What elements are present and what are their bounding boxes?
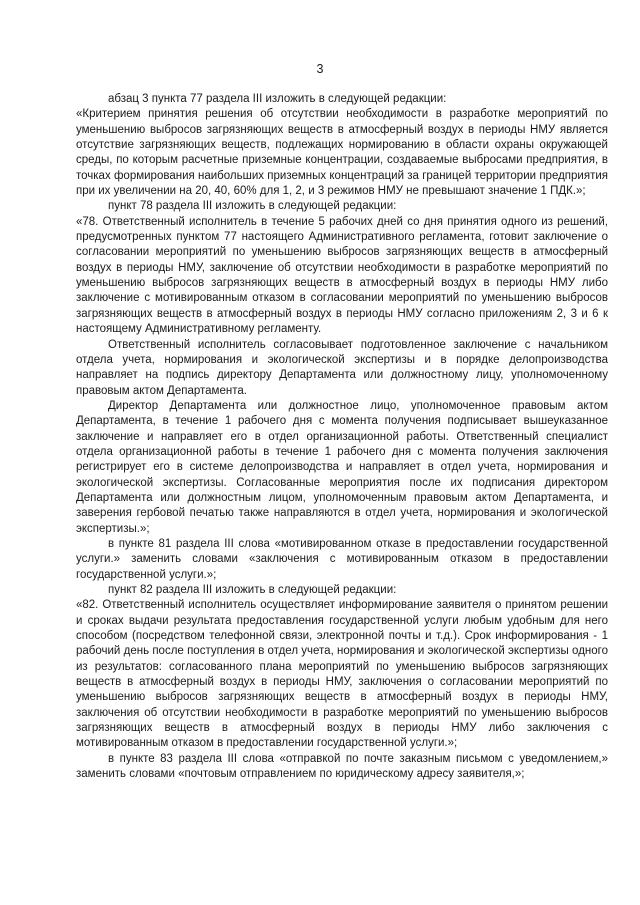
paragraph-9: «82. Ответственный исполнитель осуществляет информирование заявителя о принятом решении и сроках выдачи результата предоставления государственной услуги любым удобным для него способом (посредством телефонной связи, электронной почты и т.д.). Срок информирования - 1 рабочий день после поступления в отдел учета, нормирования и экологической экспертизы одного из результатов: согласованного плана мероприятий по уменьшению выбросов загрязняющих веществ в атмосферный воздух в периоды НМУ, заключения о согласовании мероприятий по уменьшению выбросов загрязняющих веществ в атмосферный воздух в периоды НМУ, заключения об отсутствии необходимости в разработке мероприятий по уменьшению выбросов загрязняющих веществ в атмосферный воздух в периоды НМУ либо заключения с мотивированным отказом в предоставлении государственной услуги.»;	[76, 599, 608, 750]
paragraph-1: абзац 3 пункта 77 раздела III изложить в следующей редакции:	[108, 93, 447, 105]
paragraph-6: Директор Департамента или должностное лицо, уполномоченное правовым актом Департамента, в течение 1 рабочего дня с момента получения подписывает вышеуказанное заключение и направляет его в отдел организационной работы. Ответственный специалист отдела организационной работы в течение 1 рабочего дня с момента получения заключения регистрирует его в системе делопроизводства и направляет в отдел учета, нормирования и экологической экспертизы. Согласованные мероприятия после их подписания директором Департамента или должностным лицом, уполномоченным правовым актом Департамента, и заверения гербовой печатью также направляются в отдел учета, нормирования и экологической экспертизы.»;	[76, 399, 608, 535]
document-body	[76, 92, 608, 782]
page-number: 3	[316, 62, 324, 76]
paragraph-8: пункт 82 раздела III изложить в следующей редакции:	[108, 584, 397, 596]
paragraph-4: «78. Ответственный исполнитель в течение 5 рабочих дней со дня принятия одного из решений, предусмотренных пунктом 77 настоящего Административного регламента, готовит заключение о согласовании мероприятий по уменьшению выбросов загрязняющих веществ в атмосферный воздух в периоды НМУ, заключение об отсутствии необходимости в разработке мероприятий по уменьшению выбросов загрязняющих веществ в атмосферный воздух в периоды НМУ либо заключение с мотивированным отказом в согласовании мероприятий по уменьшению выбросов загрязняющих веществ в атмосферный воздух в периоды НМУ согласно приложениям 2, 3 и 6 к настоящему Административному регламенту.	[76, 215, 608, 336]
paragraph-5: Ответственный исполнитель согласовывает подготовленное заключение с начальником отдела учета, нормирования и экологической экспертизы и в порядке делопроизводства направляет на подпись директору Департамента или должностному лицу, уполномоченному правовым актом Департамента.	[76, 338, 608, 397]
paragraph-2: «Критерием принятия решения об отсутствии необходимости в разработке мероприятий по уменьшению выбросов загрязняющих веществ в атмосферный воздух в периоды НМУ является отсутствие загрязняющих веществ, подлежащих нормированию в области охраны окружающей среды, по которым расчетные приземные концентрации, создаваемые выбросами предприятия, в точках формирования наибольших приземных концентраций за границей территории предприятия при их увеличении на 20, 40, 60% для 1, 2, и 3 режимов НМУ не превышают значение 1 ПДК.»;	[76, 108, 608, 198]
paragraph-3: пункт 78 раздела III изложить в следующей редакции:	[108, 200, 397, 213]
paragraph-10: в пункте 83 раздела III слова «отправкой по почте заказным письмом с уведомлением,» заменить словами «почтовым отправлением по юридическому адресу заявителя,»;	[76, 752, 608, 781]
paragraph-7: в пункте 81 раздела III слова «мотивированном отказе в предоставлении государственной услуги.» заменить словами «заключения с мотивированным отказом в предоставлении государственной услуги.»;	[76, 537, 608, 581]
